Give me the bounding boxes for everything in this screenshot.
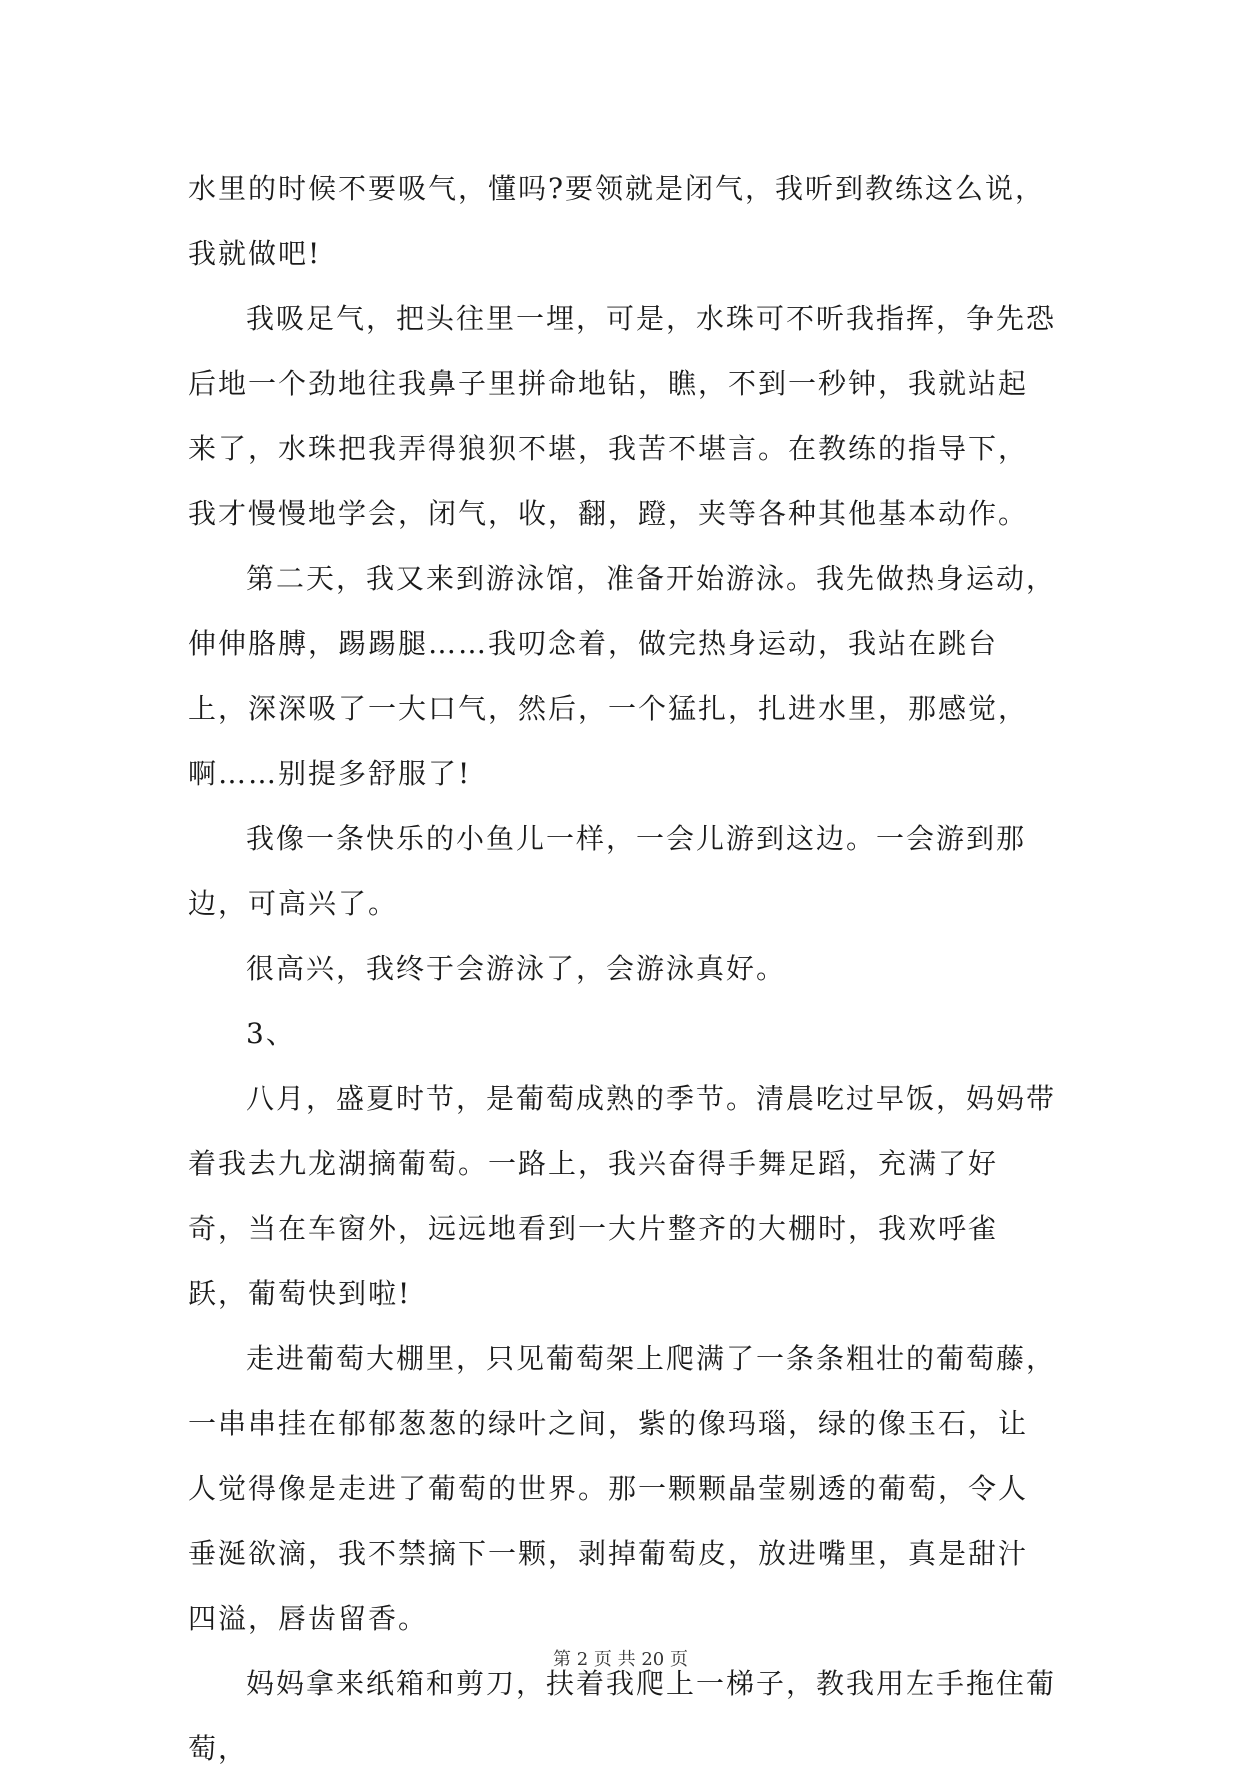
paragraph: 第二天，我又来到游泳馆，准备开始游泳。我先做热身运动，伸伸胳膊，踢踢腿……我叨念着，做完热身运动，我站在跳台上，深深吸了一大口气，然后，一个猛扎，扎进水里，那感觉，啊……别提多舒服了! <box>188 562 1057 790</box>
section-number: 3、 <box>246 1017 296 1050</box>
paragraph: 走进葡萄大棚里，只见葡萄架上爬满了一条条粗壮的葡萄藤，一串串挂在郁郁葱葱的绿叶之间，紫的像玛瑙，绿的像玉石，让人觉得像是走进了葡萄的世界。那一颗颗晶莹剔透的葡萄，令人垂涎欲滴，我不禁摘下一颗，剥掉葡萄皮，放进嘴里，真是甜汁四溢，唇齿留香。 <box>188 1342 1057 1635</box>
paragraph: 很高兴，我终于会游泳了，会游泳真好。 <box>246 952 787 985</box>
paragraph-continuation: 水里的时候不要吸气，懂吗?要领就是闭气，我听到教练这么说，我就做吧! <box>188 172 1046 270</box>
paragraph: 我吸足气，把头往里一埋，可是，水珠可不听我指挥，争先恐后地一个劲地往我鼻子里拼命地钻，瞧，不到一秒钟，我就站起来了，水珠把我弄得狼狈不堪，我苦不堪言。在教练的指导下，我才慢慢地学会，闭气，收，翻，蹬，夹等各种其他基本动作。 <box>188 302 1057 530</box>
paragraph: 我像一条快乐的小鱼儿一样，一会儿游到这边。一会游到那边，可高兴了。 <box>188 822 1027 920</box>
page-footer: 第 2 页 共 20 页 <box>553 1649 688 1670</box>
paragraph: 八月，盛夏时节，是葡萄成熟的季节。清晨吃过早饭，妈妈带着我去九龙湖摘葡萄。一路上，我兴奋得手舞足蹈，充满了好奇，当在车窗外，远远地看到一大片整齐的大棚时，我欢呼雀跃，葡萄快到啦! <box>188 1082 1057 1310</box>
body-text <box>188 156 1056 1781</box>
paragraph: 妈妈拿来纸箱和剪刀，扶着我爬上一梯子，教我用左手拖住葡萄， <box>188 1667 1057 1765</box>
